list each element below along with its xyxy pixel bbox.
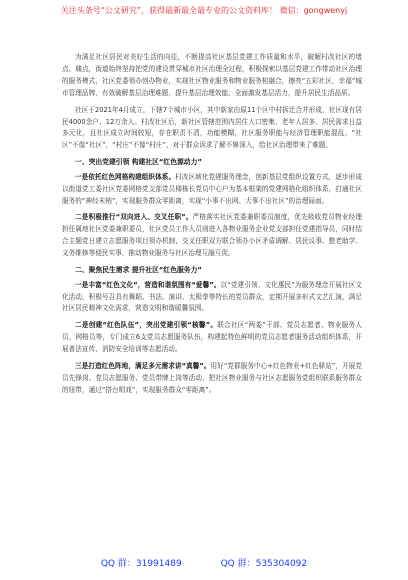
section-1-point-1-text: 村改区域化党建服务理念，创新基层党组织设置方式，逐步形成以街道党工委社区党委网格党支部党员楼栋长党员中心户为基本框架的党建网格化组织体系，打通社区服务的“神经末梢”，实现服务群众零距离，实现“小事不出网、大事不出社区”的治理局面。 bbox=[62, 172, 362, 205]
qq-group-2: QQ 群：535304092 bbox=[220, 559, 308, 569]
section-2-point-1-text: 以“党建引领、文化惠民”为服务理念开展社区文化活动，积极号召具有舞蹈、书法、演讲、太极拳等特长的党员群众，定期开展多形式文艺汇演，满足社区居民精神文化需求，营造文明和谐暖馨氛围。 bbox=[62, 280, 363, 313]
promo-header: 关注头条号“公文研究”，获得最新最全最专业的公文资料库！ 微信：gongwenyj bbox=[60, 6, 348, 15]
section-2-point-3-text: 用好“党群服务中心+红色物业+红色驿站”，开展党员先锋岗、党员志愿服务、党员带牌上岗等活动，把社区物业服务与社区志愿服务党组织联系服务群众的纽带，通过“搭台唱戏”，实现服务群众“零距离”。 bbox=[62, 362, 362, 394]
section-2-point-2-lead: 二是创建“红色队伍”，突出党建引领“核馨”。 bbox=[75, 321, 218, 330]
section-1-point-2 bbox=[62, 212, 362, 260]
qq-footer bbox=[0, 558, 408, 570]
background-paragraph: 社区于2021年4月成立，下辖7个城市小区，其中新家由原11个区中村拆迁合并形成，社区现有居民4000余户、12万余人。村改社区后，新社区管辖范围内居住人口密集、老年人居多、居民需求日益多元化，且社区成立时间较短，存在职责不清，功能模糊，社区服务职能与经济管理职能混乱，“社区”不像“社区”，“村庄”不像“村庄”，对于群众诉求了解不够深入，给社区治理带来了难题。 bbox=[62, 105, 362, 150]
section-1-point-1 bbox=[62, 172, 362, 208]
intro-paragraph: 为满足社区居民对美好生活的向往，不断提高社区基层党建工作质量和水平，破解村改社区的堵点、痛点，街道始终坚持把党的建设贯穿城市社区治理全过程，积极探索以基层党建工作带动社区治理的服务模式，社区党委领办创办物业，实现社区物业服务和物业服务相融合，擦亮“五彩社区，幸福”城市管理品牌，有效破解基层治理难题，提升基层治理效能，全面激发基层活力，提升居民生活品质。 bbox=[62, 53, 362, 97]
section-2-point-1 bbox=[62, 280, 362, 316]
section-1-point-2-text: 严格落实社区党委兼职委员制度，优先吸收党员物业经理担任属地社区党委兼职委员，社区党员工作人员则进入各物业服务企业党支部担任党建指导员，同时结合主题党日建立志愿服务项目领办机制，交叉任职双方联合领办小区矛盾调解、居民议事、整老助学、义务维修等便民实事，推动物业服务与社区治理互融互促。 bbox=[62, 213, 363, 258]
section-1-heading: 一、突出党建引领 构建社区“红色源动力” bbox=[75, 158, 202, 167]
section-1-point-1-lead: 一是依托红色网格构建组织体系。 bbox=[75, 172, 176, 181]
section-2-point-3-lead: 三是打造红色阵地，满足多元需求讲“真馨”。 bbox=[75, 362, 211, 371]
document-body bbox=[62, 52, 362, 402]
section-2-point-2-text: 联合社区“两委”干部、党员志愿者、物业服务人员、网格员等，专门成立6支党员志愿服务队伍，构建起特色鲜明的党员志愿者服务活动组织体系，开展普法宣传、消防安全培训等志愿活动。 bbox=[62, 321, 363, 354]
section-2-point-3 bbox=[62, 361, 362, 397]
section-2-heading: 二、聚焦民生需求 提升社区“红色服务力” bbox=[75, 266, 202, 275]
qq-group-1: QQ 群：31991489 bbox=[100, 559, 182, 569]
section-2-point-1-lead: 一是丰富“红色文化”，营造和谐氛围有“爱馨”。 bbox=[75, 280, 221, 289]
section-2-point-2 bbox=[62, 320, 362, 356]
section-1-point-2-lead: 二是积极推行“双向进入、交叉任职”。 bbox=[75, 213, 193, 222]
